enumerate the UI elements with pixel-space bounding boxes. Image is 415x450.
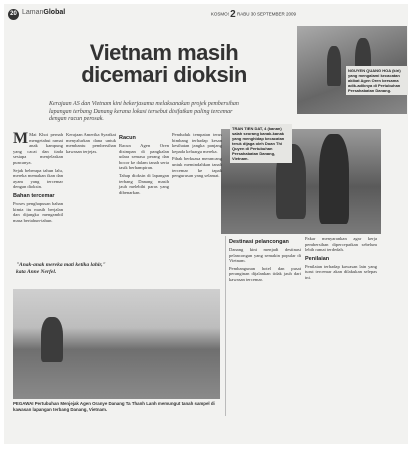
page-number: 20: [8, 9, 19, 20]
issue-date: RABU 30 SEPTEMBER 2009: [236, 11, 296, 17]
subhead-bahan-tercemar: Bahan tercemar: [13, 192, 55, 199]
column-divider: [225, 236, 226, 416]
article-column-1: M Mai Khoi pernah mengetahui ramai anak kampung yang cacat dan tiada sesiapa menjelaskan puncanya. Sejak beberapa tahun lalu, mereka memakan ikan dan ayam yang tercemar dengan dioksin. Bahan tercemar Proses penghapusan bahan kimia itu masih berjalan dan dijangka mengambil masa bertahun-tahun.: [13, 130, 63, 223]
caption-top-photo: NGUYEN QUANG HOA (kiri) yang mengalami kecacatan akibat Agen Oren bersama adik-adiknya di Pertubuhan Persahabatan Danang.: [346, 66, 408, 95]
article-column-2: Kerajaan Amerika Syarikat menyalurkan dana untuk membantu pembersihan kawasan terjejas.: [66, 132, 116, 154]
article-column-5: Destinasi pelancongan Danang kini menjadi destinasi pelancongan yang semakin popular di Vietnam. Pembangunan hotel dan pusat peranginan dijalankan tidak jauh dari kawasan tercemar.: [229, 239, 301, 282]
article-column-3: Racun Racun Agen Oren disimpan di pangkalan udara semasa perang dan bocor ke dalam tanah serta tasik berhampiran. Tahap dioksin di lapangan terbang Danang masih jauh melebihi paras yang dibenarkan.: [119, 135, 169, 195]
headline-line-1: Vietnam masih: [89, 40, 239, 65]
headline-line-2: dicemari dioksin: [81, 62, 247, 87]
article-deck: Kerajaan AS dan Vietnam kini bekerjasama melaksanakan projek pembersihan lapangan terbang Danang kerana lokasi tersebut disifatkan paling tercemar dengan racun perosak.: [49, 101, 239, 122]
subhead-penilaian: Penilaian: [305, 255, 330, 262]
section-name: Global: [43, 9, 66, 16]
drop-cap: M: [13, 130, 29, 147]
newspaper-page: [4, 4, 408, 444]
subhead-racun: Racun: [119, 135, 136, 141]
article-column-6: Pakar menyarankan agar kerja pembersihan dipercepatkan sebelum lebih ramai terdedah. Penilaian Penilaian terhadap kawasan lain yang turut tercemar akan dilakukan selepas ini.: [305, 236, 377, 280]
caption-bottom-photo: PEGAWAI Pertubuhan Menjejak Agen Oranye Danang Ta Thanh Lanh memungut tanah sampel di kawasan lapangan terbang Danang, Vietnam.: [13, 401, 215, 412]
subhead-destinasi: Destinasi pelancongan: [229, 239, 289, 245]
photo-figure: [319, 134, 349, 224]
photo-soil-sampling: [13, 289, 220, 399]
pull-quote: "Anak-anak mereka mati ketika lahir," kata Anne Nerfel.: [16, 262, 106, 275]
masthead-info: [211, 9, 296, 20]
photo-figure: [41, 317, 63, 362]
section-prefix: Laman: [22, 9, 44, 16]
photo-figure: [327, 46, 341, 86]
article-column-4: Penduduk tempatan terus bimbang terhadap kesan kesihatan jangka panjang kepada keluarga mereka. Pihak berkuasa merancang untuk memindahkan tanah tercemar ke tapak pengurusan yang selamat.: [172, 132, 222, 179]
edition-number: 2: [230, 9, 236, 20]
headline: [64, 42, 264, 86]
section-title: [22, 9, 65, 16]
publication-name: KOSMO!: [210, 11, 229, 17]
page-header: [4, 4, 408, 24]
caption-mid-photo: TRAN TIEN DAT, 4 (kanan) salah seorang kanak-kanak yang menghidap kecacatan teruk dijaga oleh Doan Thi Quyen di Pertubuhan Persahabatan Danang, Vietnam.: [230, 124, 292, 163]
